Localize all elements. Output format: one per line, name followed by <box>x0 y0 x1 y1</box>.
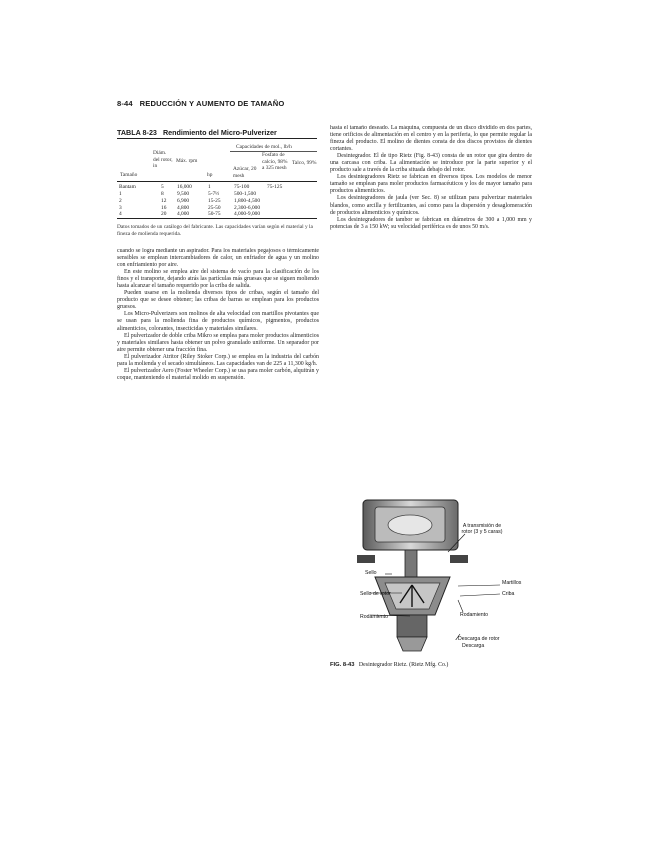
leader-lines <box>330 520 530 640</box>
cell: 50-75 <box>208 211 221 217</box>
paragraph: Los Micro-Pulverizers son molinos de alta velocidad con martillos pivotantes que se usan para la molienda fina de productos químicos, pigmentos, productos alimenticios, colorantes, insecticidas y materiales similares. <box>117 311 319 332</box>
cell: 4,000 <box>177 211 190 217</box>
table-bottom-rule <box>117 218 317 219</box>
label-sieve: Criba <box>502 591 515 597</box>
label-bearing-right: Rodamiento <box>460 612 488 618</box>
paragraph: El pulverizador de doble criba Mikro se emplea para moler productos alimenticios y materiales similares hasta obtener un polvo granulado uniforme. Un separador por aire permite obtener una fracción fina. <box>117 332 319 353</box>
cell: 500-1,500 <box>234 191 257 197</box>
table-row <box>117 191 317 198</box>
right-column <box>330 125 532 355</box>
cell: 3 <box>119 205 122 211</box>
col-header-talc: Talco, 99% <box>292 160 317 166</box>
label-bearing-lower: Rodamiento <box>360 614 388 620</box>
figure-number: FIG. 8-43 <box>330 662 355 668</box>
cell: 20 <box>161 211 167 217</box>
table-title <box>117 128 277 137</box>
cell: 15-25 <box>208 198 221 204</box>
left-column <box>117 248 319 674</box>
label-discharge-note: Descarga <box>462 643 485 649</box>
cell: 4,800 <box>177 205 190 211</box>
paragraph: Pueden usarse en la molienda diversos tipos de cribas, según el tamaño del producto que se desee obtener; las cribas de barras se emplean para los productos gruesos. <box>117 290 319 311</box>
cell: 75-125 <box>267 184 283 190</box>
paragraph: hasta el tamaño deseado. La máquina, compuesta de un disco dividido en dos partes, tiene orificios de alimentación en el centro y en la periferia, lo que permite regular la fineza del producto. El molino de dientes consta de dos discos provistos de dientes cortantes. <box>330 125 532 153</box>
label-rotor-seal: Sello de rotor <box>360 591 391 597</box>
table-header-rule <box>117 181 317 182</box>
col-header-rotor: Diám. del rotor, in <box>153 150 173 170</box>
label-hammers: Martillos <box>502 580 522 586</box>
label-rotor-drive: A transmisión de rotor (3 y 5 caras) <box>461 523 503 535</box>
label-discharge: Descarga de rotor <box>458 636 500 642</box>
table-row <box>117 184 317 191</box>
table-number: TABLA 8-23 <box>117 128 157 137</box>
paragraph: cuando se logra mediante un aspirador. Para los materiales pegajosos o térmicamente sensibles se emplean intercambiadores de calor, un enfriador de agua y un molino con enfriamiento por aire. <box>117 248 319 269</box>
col-header-rpm: Máx. rpm <box>176 158 198 164</box>
cell: 5 <box>161 184 164 190</box>
section-title: REDUCCIÓN Y AUMENTO DE TAMAÑO <box>139 99 285 108</box>
cell: 6,900 <box>177 198 190 204</box>
cell: 25-50 <box>208 205 221 211</box>
table-caption: Rendimiento del Micro-Pulverizer <box>162 128 277 137</box>
cell: 9,500 <box>177 191 190 197</box>
cell: 75-100 <box>234 184 250 190</box>
paragraph: Los desintegradores de jaula (ver Sec. 8) se utilizan para pulverizar materiales blandos, como arcilla y fertilizantes, así como para la dispersión y desaglomeración de productos alimenticios y químicos. <box>330 195 532 216</box>
cell: Bantam <box>119 184 136 190</box>
table-group-header: Capacidades de mol., lb/h <box>236 144 292 150</box>
cell: 5-7½ <box>208 191 220 197</box>
paragraph: Desintegrador. El de tipo Rietz (Fig. 8-43) consta de un rotor que gira dentro de una carcasa con criba. La alimentación se introduce por la parte superior y el producto sale a través de la criba situada debajo del rotor. <box>330 153 532 174</box>
table-row <box>117 211 317 218</box>
cell: 16 <box>161 205 167 211</box>
cell: 8 <box>161 191 164 197</box>
page-number: 8-44 <box>117 99 133 108</box>
paragraph: En este molino se emplea aire del sistema de vacío para la clasificación de los finos y el transporte, dejando atrás las partículas más gruesas que se siguen moliendo hasta alcanzar el tamaño requerido por la criba de salida. <box>117 269 319 290</box>
cell: 1 <box>208 184 211 190</box>
figure-caption <box>330 662 448 668</box>
figure-caption-text: Desintegrador Rietz. (Rietz Mfg. Co.) <box>358 662 449 668</box>
table-note: Datos tomados de un catálogo del fabricante. Las capacidades varían según el material y la fineza de molienda requerida. <box>117 224 313 237</box>
cell: 12 <box>161 198 167 204</box>
table-top-rule <box>117 138 317 139</box>
running-header <box>117 99 284 108</box>
cell: 2,300-6,000 <box>234 205 261 211</box>
col-header-size: Tamaño <box>120 172 138 178</box>
table-row <box>117 198 317 205</box>
cell: 1 <box>119 191 122 197</box>
cell: 1,800-4,500 <box>234 198 261 204</box>
cell: 16,000 <box>177 184 192 190</box>
paragraph: Los desintegradores de tambor se fabrican en diámetros de 300 a 1,000 mm y potencias de 3 a 150 kW; su velocidad periférica es de unos 50 m/s. <box>330 216 532 230</box>
cell: 4 <box>119 211 122 217</box>
col-header-sugar: Azúcar, 20 mesh <box>233 166 257 179</box>
label-seal: Sello <box>365 570 377 576</box>
cell: 2 <box>119 198 122 204</box>
paragraph: El pulverizador Aero (Foster Wheeler Corp.) se usa para moler carbón, alquitrán y coque, manteniendo el material molido en suspensión. <box>117 367 319 381</box>
cell: 4,000-9,000 <box>234 211 261 217</box>
col-header-hp: hp <box>207 172 213 178</box>
paragraph: El pulverizador Atritor (Riley Stoker Corp.) se emplea en la industria del carbón para la molienda y el secado simultáneos. Las capacidades van de 225 a 11,300 kg/h. <box>117 353 319 367</box>
paragraph: Los desintegradores Rietz se fabrican en diversos tipos. Los modelos de menor tamaño se emplean para moler productos farmacéuticos y los de mayor tamaño para productos alimenticios. <box>330 174 532 195</box>
col-header-phosphate: Fosfato de calcio, 98% a 325 mesh <box>262 152 288 172</box>
